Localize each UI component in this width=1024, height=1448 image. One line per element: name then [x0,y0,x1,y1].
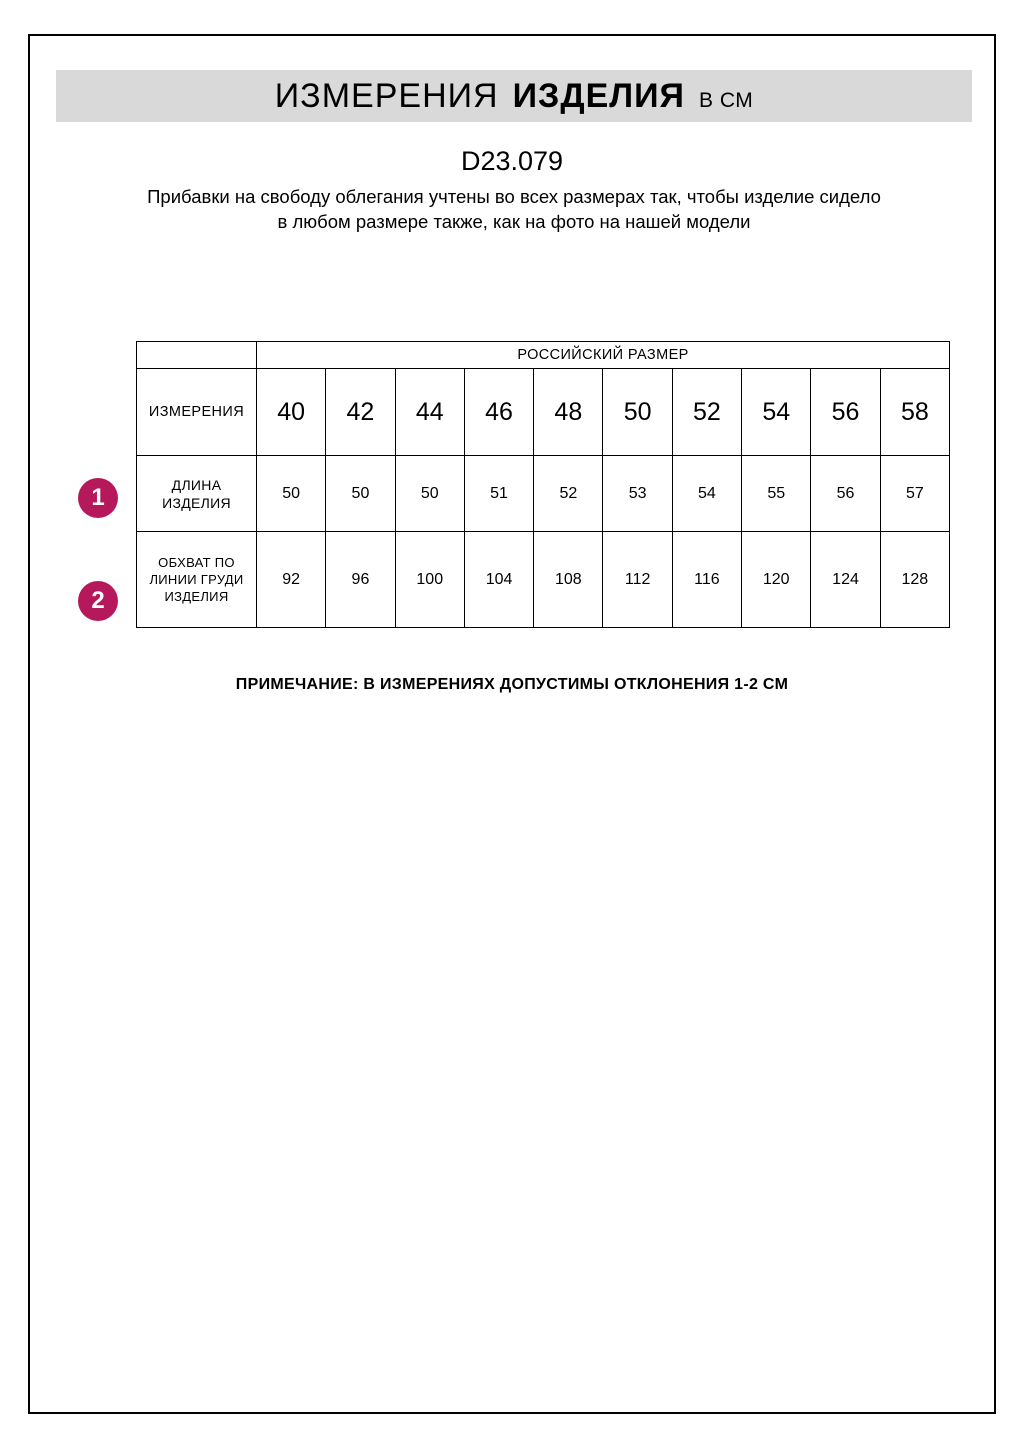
value-cell: 104 [464,532,533,628]
table-row [137,456,950,532]
row-label-chest: ОБХВАТ ПО ЛИНИИ ГРУДИ ИЗДЕЛИЯ [137,532,257,628]
size-cell: 48 [534,369,603,456]
measurement-marker-2: 2 [78,581,118,621]
empty-corner-cell [137,342,257,369]
value-cell: 53 [603,456,672,532]
table-row-sizes [137,369,950,456]
title-measurements: ИЗМЕРЕНИЯ [274,76,499,115]
value-cell: 96 [326,532,395,628]
size-table-wrapper [136,341,929,628]
value-cell: 56 [811,456,880,532]
value-cell: 120 [742,532,811,628]
value-cell: 50 [395,456,464,532]
value-cell: 54 [672,456,741,532]
value-cell: 116 [672,532,741,628]
size-cell: 40 [257,369,326,456]
measurements-header: ИЗМЕРЕНИЯ [137,369,257,456]
value-cell: 128 [880,532,949,628]
size-cell: 52 [672,369,741,456]
size-cell: 56 [811,369,880,456]
measurement-marker-1: 1 [78,478,118,518]
size-table [136,341,950,628]
title-band [56,70,972,122]
product-code: D23.079 [460,146,564,176]
table-row-group-header [137,342,950,369]
size-cell: 46 [464,369,533,456]
size-cell: 58 [880,369,949,456]
value-cell: 57 [880,456,949,532]
row-label-length: ДЛИНА ИЗДЕЛИЯ [137,456,257,532]
value-cell: 55 [742,456,811,532]
russian-size-header: РОССИЙСКИЙ РАЗМЕР [257,342,950,369]
value-cell: 112 [603,532,672,628]
value-cell: 124 [811,532,880,628]
title-line [275,77,754,116]
value-cell: 50 [257,456,326,532]
title-units: В СМ [698,88,754,112]
size-cell: 50 [603,369,672,456]
subtitle-text: Прибавки на свободу облегания учтены во всех размерах так, чтобы изделие сидело в любом размере также, как на фото на нашей модели [147,186,881,232]
value-cell: 52 [534,456,603,532]
table-row [137,532,950,628]
value-cell: 100 [395,532,464,628]
page-border [28,34,996,1414]
value-cell: 92 [257,532,326,628]
note-text: ПРИМЕЧАНИЕ: В ИЗМЕРЕНИЯХ ДОПУСТИМЫ ОТКЛОНЕНИЯ 1-2 СМ [235,676,789,693]
title-product: ИЗДЕЛИЯ [512,76,685,115]
value-cell: 50 [326,456,395,532]
value-cell: 108 [534,532,603,628]
size-cell: 42 [326,369,395,456]
size-cell: 44 [395,369,464,456]
size-cell: 54 [742,369,811,456]
value-cell: 51 [464,456,533,532]
